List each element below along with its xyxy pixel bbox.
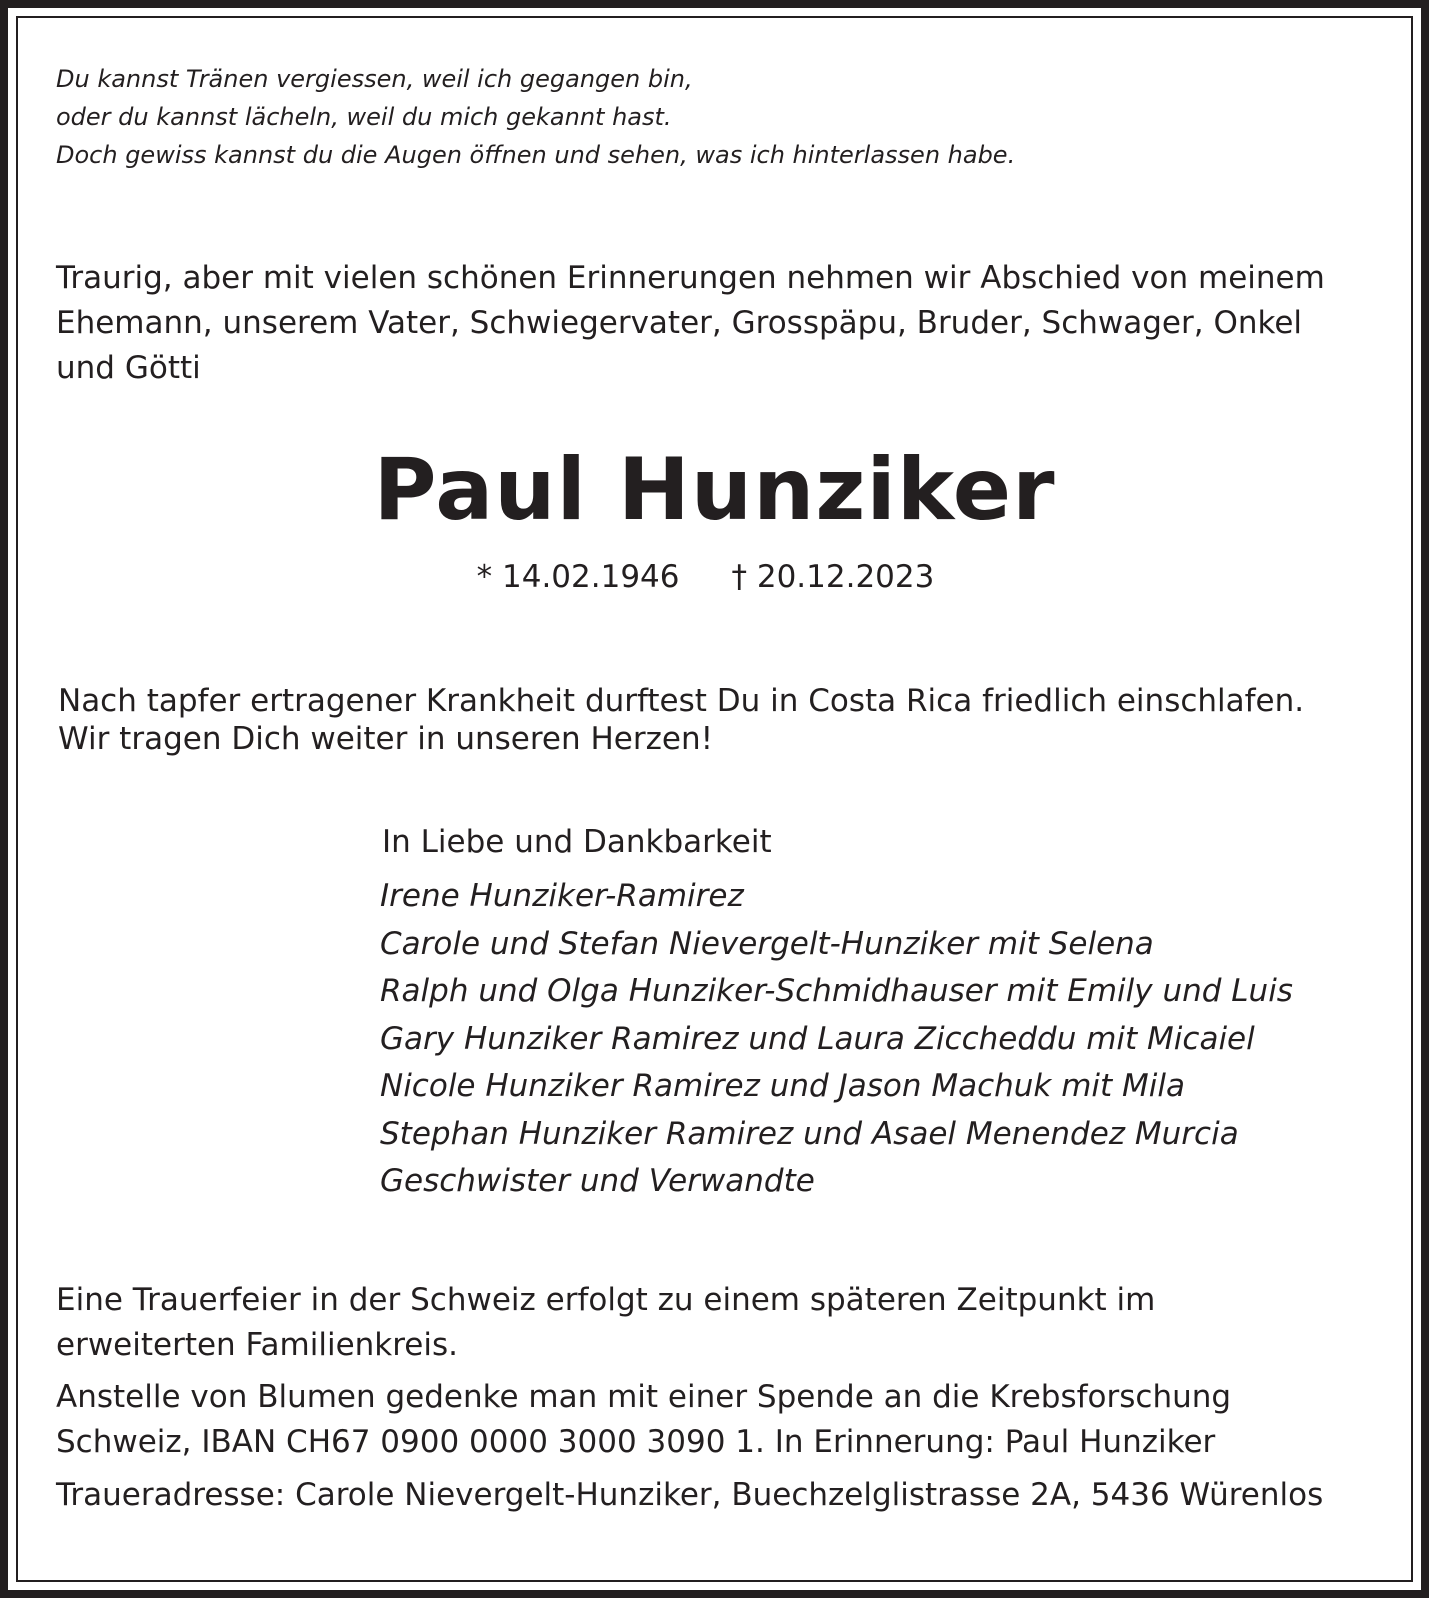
donation-line: Schweiz, IBAN CH67 0900 0000 3000 3090 1. In Erinnerung: Paul Hunziker [56,1424,1216,1460]
life-dates [0,555,1429,599]
death-date: † 20.12.2023 [731,559,935,595]
closing-phrase: In Liebe und Dankbarkeit [382,824,772,860]
tribute-line: Nach tapfer ertragener Krankheit durftest Du in Costa Rica friedlich einschlafen. [58,683,1305,719]
birth-date: * 14.02.1946 [476,559,680,595]
intro-line: und Götti [56,350,201,386]
motto-line: Du kannst Tränen vergiessen, weil ich gegangen bin, [56,65,693,93]
intro-paragraph [56,256,1325,391]
donation-notice [56,1375,1231,1465]
mourner-entry: Carole und Stefan Nievergelt-Hunziker mit Selena [380,925,1154,962]
mourner-entry: Nicole Hunziker Ramirez und Jason Machuk mit Mila [380,1068,1186,1104]
deceased-name: Paul Hunziker [373,440,1056,540]
motto-poem [56,60,1015,174]
mourner-entry: Gary Hunziker Ramirez und Laura Ziccheddu mit Micaiel [380,1020,1255,1057]
mourners-list [380,873,1293,1206]
motto-line: oder du kannst lächeln, weil du mich gekannt hast. [56,103,672,131]
mourner-entry: Geschwister und Verwandte [380,1163,815,1199]
mourner-entry: Stephan Hunziker Ramirez und Asael Menendez Murcia [380,1115,1239,1152]
ceremony-line: Eine Trauerfeier in der Schweiz erfolgt zu einem späteren Zeitpunkt im [56,1282,1156,1318]
mourning-address: Traueradresse: Carole Nievergelt-Hunziker, Buechzelglistrasse 2A, 5436 Würenlos [56,1477,1324,1513]
mourner-entry: Irene Hunziker-Ramirez [380,878,744,914]
motto-line: Doch gewiss kannst du die Augen öffnen und sehen, was ich hinterlassen habe. [56,141,1016,169]
ceremony-notice [56,1278,1155,1368]
intro-line: Traurig, aber mit vielen schönen Erinnerungen nehmen wir Abschied von meinem [56,260,1325,296]
donation-line: Anstelle von Blumen gedenke man mit einer Spende an die Krebsforschung [56,1379,1232,1415]
mourner-entry: Ralph und Olga Hunziker-Schmidhauser mit Emily und Luis [380,973,1293,1009]
ceremony-line: erweiterten Familienkreis. [56,1327,459,1363]
tribute-line: Wir tragen Dich weiter in unseren Herzen! [58,721,714,757]
tribute-paragraph [58,682,1304,758]
intro-line: Ehemann, unserem Vater, Schwiegervater, Grosspäpu, Bruder, Schwager, Onkel [56,305,1303,341]
